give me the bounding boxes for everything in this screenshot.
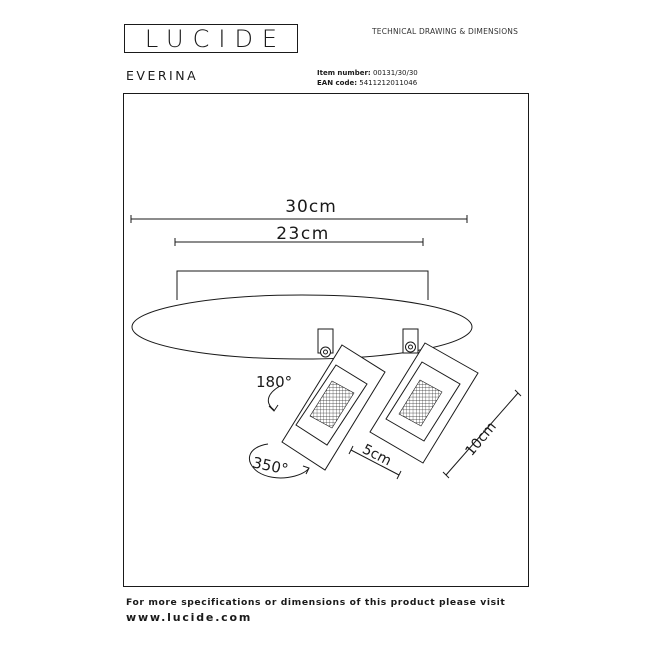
item-number-label: Item number: [317, 69, 371, 77]
dim-label-swivel: 350° [250, 453, 290, 479]
dim-label-tilt: 180° [256, 373, 293, 391]
bracket-left [318, 329, 333, 357]
product-name: EVERINA [126, 68, 199, 83]
dim-label-total-width: 30cm [285, 197, 337, 217]
item-number-value: 00131/30/30 [372, 69, 418, 77]
ean-label: EAN code: [317, 79, 358, 87]
ean-value: 5411212011046 [359, 79, 418, 87]
logo-text: LUCIDE [144, 24, 287, 53]
footer-note: For more specifications or dimensions of this product please visit [126, 597, 506, 608]
document-type: TECHNICAL DRAWING & DIMENSIONS [372, 27, 519, 36]
footer-website-link[interactable]: www.lucide.com [126, 611, 253, 624]
dim-label-head-width: 5cm [359, 441, 394, 470]
dim-label-head-length: 10cm [462, 418, 500, 460]
dim-label-inner-width: 23cm [276, 224, 330, 244]
bracket-right [403, 329, 418, 353]
